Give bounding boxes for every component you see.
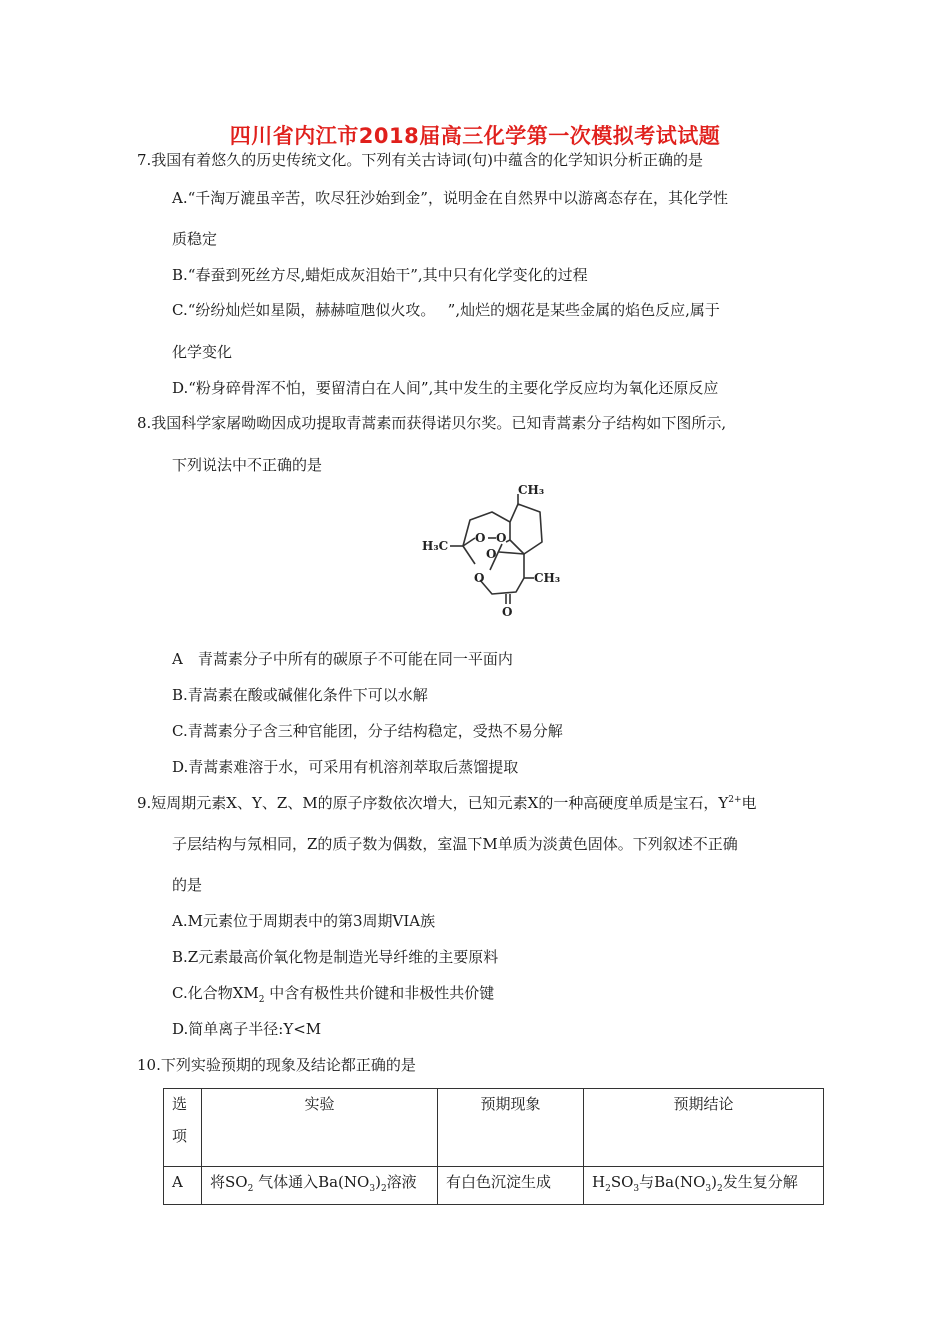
q8-option-a: A 青蒿素分子中所有的碳原子不可能在同一平面内 [172, 650, 513, 668]
row-a-option: A [164, 1167, 202, 1205]
q7-option-b: B.“春蚕到死丝方尽,蜡炬成灰泪始干”,其中只有化学变化的过程 [172, 266, 588, 284]
q7-option-d: D.“粉身碎骨浑不怕，要留清白在人间”,其中发生的主要化学反应均为氧化还原反应 [172, 379, 719, 397]
q9-stem-line1: 9.短周期元素X、Y、Z、M的原子序数依次增大，已知元素X的一种高硬度单质是宝石，$Y^{2+}$电 [137, 794, 757, 812]
header-conclusion: 预期结论 [584, 1089, 824, 1167]
q10-stem: 10.下列实验预期的现象及结论都正确的是 [137, 1056, 416, 1074]
row-a-phenomenon: 有白色沉淀生成 [438, 1167, 584, 1205]
row-a-conclusion: $H_2SO_3$与$Ba(NO_3)_2$发生复分解 [584, 1167, 824, 1205]
q8-option-d: D.青蒿素难溶于水，可采用有机溶剂萃取后蒸馏提取 [172, 758, 519, 776]
q8-option-b: B.青嵩素在酸或碱催化条件下可以水解 [172, 686, 428, 704]
q9-stem-line3: 的是 [172, 876, 203, 894]
q9-option-d: D.简单离子半径:Y<M [172, 1020, 322, 1038]
ch3-right-label: CH₃ [534, 571, 561, 585]
artemisinin-structure-figure [420, 482, 570, 622]
header-option: 选 项 [164, 1089, 202, 1167]
ester-o: O [474, 571, 485, 585]
q7-option-c-line2: 化学变化 [172, 343, 233, 361]
q9-option-a: A.M元素位于周期表中的第3周期VIA族 [172, 912, 436, 930]
page-title: 四川省内江市2018届高三化学第一次模拟考试试题 [229, 124, 721, 148]
q7-option-a-line2: 质稳定 [172, 230, 218, 248]
carbonyl-o: O [502, 605, 513, 619]
table-row [164, 1167, 824, 1205]
q9-stem-line2: 子层结构与氖相同，Z的质子数为偶数，室温下M单质为淡黄色固体。下列叙述不正确 [172, 835, 738, 853]
q7-stem: 7.我国有着悠久的历史传统文化。下列有关古诗词(句)中蕴含的化学知识分析正确的是 [137, 151, 704, 169]
q8-stem-line2: 下列说法中不正确的是 [172, 456, 323, 474]
table-header-row [164, 1089, 824, 1167]
h3c-left-label: H₃C [422, 539, 449, 553]
header-phenomenon: 预期现象 [438, 1089, 584, 1167]
peroxide-o-left: O [475, 531, 486, 545]
q9-option-c: C.化合物$XM_2$ 中含有极性共价键和非极性共价键 [172, 984, 495, 1005]
q7-option-c-line1: C.“纷纷灿烂如星陨，赫赫喧虺似火攻。 ”,灿烂的烟花是某些金属的焰色反应,属于 [172, 301, 720, 319]
q9-option-b: B.Z元素最高价氧化物是制造光导纤维的主要原料 [172, 948, 499, 966]
peroxide-o-right: O [496, 531, 507, 545]
row-a-experiment: 将$SO_2$ 气体通入$Ba(NO_3)_2$溶液 [202, 1167, 438, 1205]
q8-option-c: C.青蒿素分子含三种官能团，分子结构稳定，受热不易分解 [172, 722, 563, 740]
experiment-table [163, 1088, 824, 1205]
q7-option-a-line1: A.“千淘万漉虽辛苦，吹尽狂沙始到金”，说明金在自然界中以游离态存在，其化学性 [172, 189, 728, 207]
header-experiment: 实验 [202, 1089, 438, 1167]
q8-stem-line1: 8.我国科学家屠呦呦因成功提取青蒿素而获得诺贝尔奖。已知青蒿素分子结构如下图所示, [137, 414, 727, 432]
ch3-top-label: CH₃ [518, 483, 545, 497]
ether-o: O [486, 547, 497, 561]
